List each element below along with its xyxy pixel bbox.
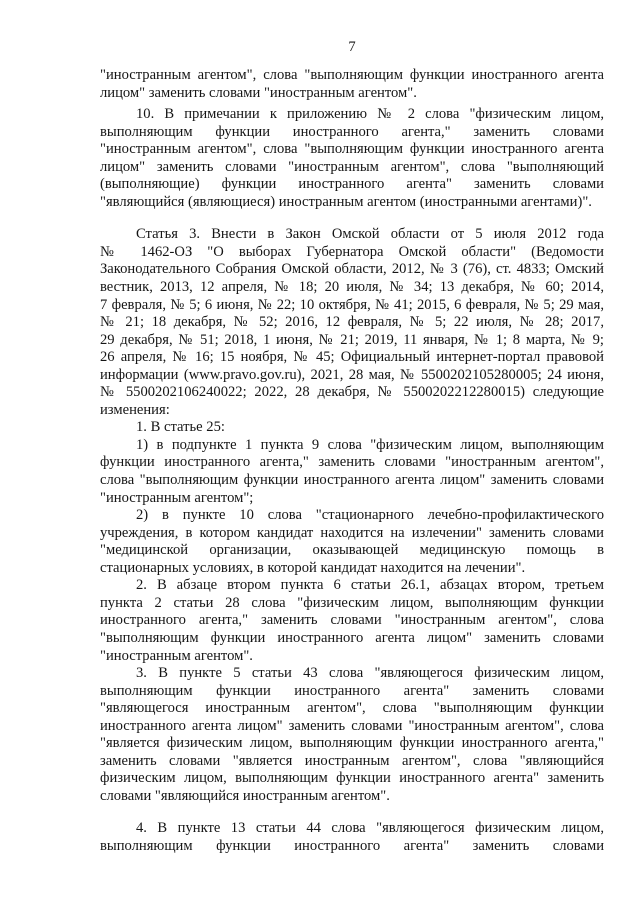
text-line: физическим лицом, выполняющим функции иностранного агента" заменить <box>100 770 604 787</box>
text-line: № 5500202106240022; 2022, 28 декабря, № 5500202212280015) следующие <box>100 384 604 401</box>
paragraph <box>100 419 604 437</box>
text-line: лицом" заменить словами "иностранным агентом". <box>100 84 417 101</box>
text-line: Законодательного Собрания Омской области, 2012, № 3 (76), ст. 4833; Омский <box>100 261 604 278</box>
text-line: "являющийся (являющиеся) иностранным агентом (иностранными агентами)". <box>100 193 592 210</box>
paragraph <box>100 665 604 805</box>
text-line: "иностранным агентом", слова "выполняющим функции иностранного агента <box>100 141 604 158</box>
text-line: "являющегося иностранным агентом", слова "выполняющим функции <box>100 700 604 717</box>
text-line: 1) в подпункте 1 пункта 9 слова "физическим лицом, выполняющим <box>136 436 604 453</box>
text-line: иностранного агента," заменить словами "иностранным агентом", слова <box>100 612 604 629</box>
text-line: (выполняющие) функции иностранного агента" заменить словами <box>100 176 604 193</box>
text-line: выполняющим функции иностранного агента," заменить словами <box>100 123 604 140</box>
text-line: 10. В примечании к приложению № 2 слова "физическим лицом, <box>136 106 604 123</box>
text-line: 29 декабря, № 51; 2018, 1 июня, № 21; 2019, 11 января, № 1; 8 марта, № 9; <box>100 331 604 348</box>
page-number: 7 <box>348 39 356 55</box>
paragraph <box>100 437 604 507</box>
text-line: 2) в пункте 10 слова "стационарного лечебно-профилактического <box>136 507 604 524</box>
paragraph <box>100 67 604 102</box>
text-line: 2. В абзаце втором пункта 6 статьи 26.1, абзацах втором, третьем <box>136 577 604 594</box>
text-line: "иностранным агентом"; <box>100 489 254 506</box>
text-line: учреждения, в котором кандидат находится на излечении" заменить словами <box>100 524 604 541</box>
paragraph <box>100 507 604 577</box>
paragraph <box>100 577 604 665</box>
text-line: "выполняющим функции иностранного агента лицом" заменить словами <box>100 629 604 646</box>
text-line: 4. В пункте 13 статьи 44 слова "являющегося физическим лицом, <box>136 820 604 837</box>
text-line: вестник, 2013, 12 апреля, № 18; 20 июля, № 34; 13 декабря, № 60; 2014, <box>100 279 604 296</box>
text-line: "медицинской организации, оказывающей медицинскую помощь в <box>100 542 604 559</box>
text-line: информации (www.pravo.gov.ru), 2021, 28 мая, № 5500202105280005; 24 июня, <box>100 366 604 383</box>
text-line: 1. В статье 25: <box>136 419 225 436</box>
text-line: заменить словами "является иностранным агентом", слова "являющийся <box>100 752 604 769</box>
text-line: № 1462-ОЗ "О выборах Губернатора Омской области" (Ведомости <box>100 243 604 260</box>
text-line: "иностранным агентом", слова "выполняющим функции иностранного агента <box>100 67 604 83</box>
text-line: № 21; 18 декабря, № 52; 2016, 12 февраля, № 5; 22 июля, № 28; 2017, <box>100 314 604 331</box>
text-line: иностранного агента лицом" заменить словами "иностранным агентом", слова <box>100 717 604 734</box>
text-line: 26 апреля, № 16; 15 ноября, № 45; Официальный интернет-портал правовой <box>100 349 604 366</box>
text-line: "является физическим лицом, выполняющим функции иностранного агента," <box>100 735 604 752</box>
text-line: выполняющим функции иностранного агента" заменить словами <box>100 837 604 854</box>
paragraph <box>100 820 604 855</box>
paragraph <box>100 106 604 211</box>
text-line: слова "выполняющим функции иностранного агента лицом" заменить словами <box>100 472 604 489</box>
paragraph <box>100 226 604 419</box>
text-line: словами "являющийся иностранным агентом". <box>100 787 390 804</box>
text-line: функции иностранного агента," заменить словами "иностранным агентом", <box>100 454 604 471</box>
text-line: выполняющим функции иностранного агента" заменить словами <box>100 682 604 699</box>
text-line: изменения: <box>100 401 170 418</box>
text-line: Статья 3. Внести в Закон Омской области от 5 июля 2012 года <box>136 226 604 243</box>
text-line: стационарных условиях, в которой кандидат находится на лечении". <box>100 559 526 576</box>
text-line: 7 февраля, № 5; 6 июня, № 22; 10 октября, № 41; 2015, 6 февраля, № 5; 29 мая, <box>100 296 604 313</box>
text-line: лицом" заменить словами "иностранным агентом", слова "выполняющий <box>100 158 604 175</box>
document-body <box>100 67 604 856</box>
text-line: пункта 2 статьи 28 слова "физическим лицом, выполняющим функции <box>100 594 604 611</box>
text-line: 3. В пункте 5 статьи 43 слова "являющегося физическим лицом, <box>136 665 604 682</box>
text-line: "иностранным агентом". <box>100 647 253 664</box>
